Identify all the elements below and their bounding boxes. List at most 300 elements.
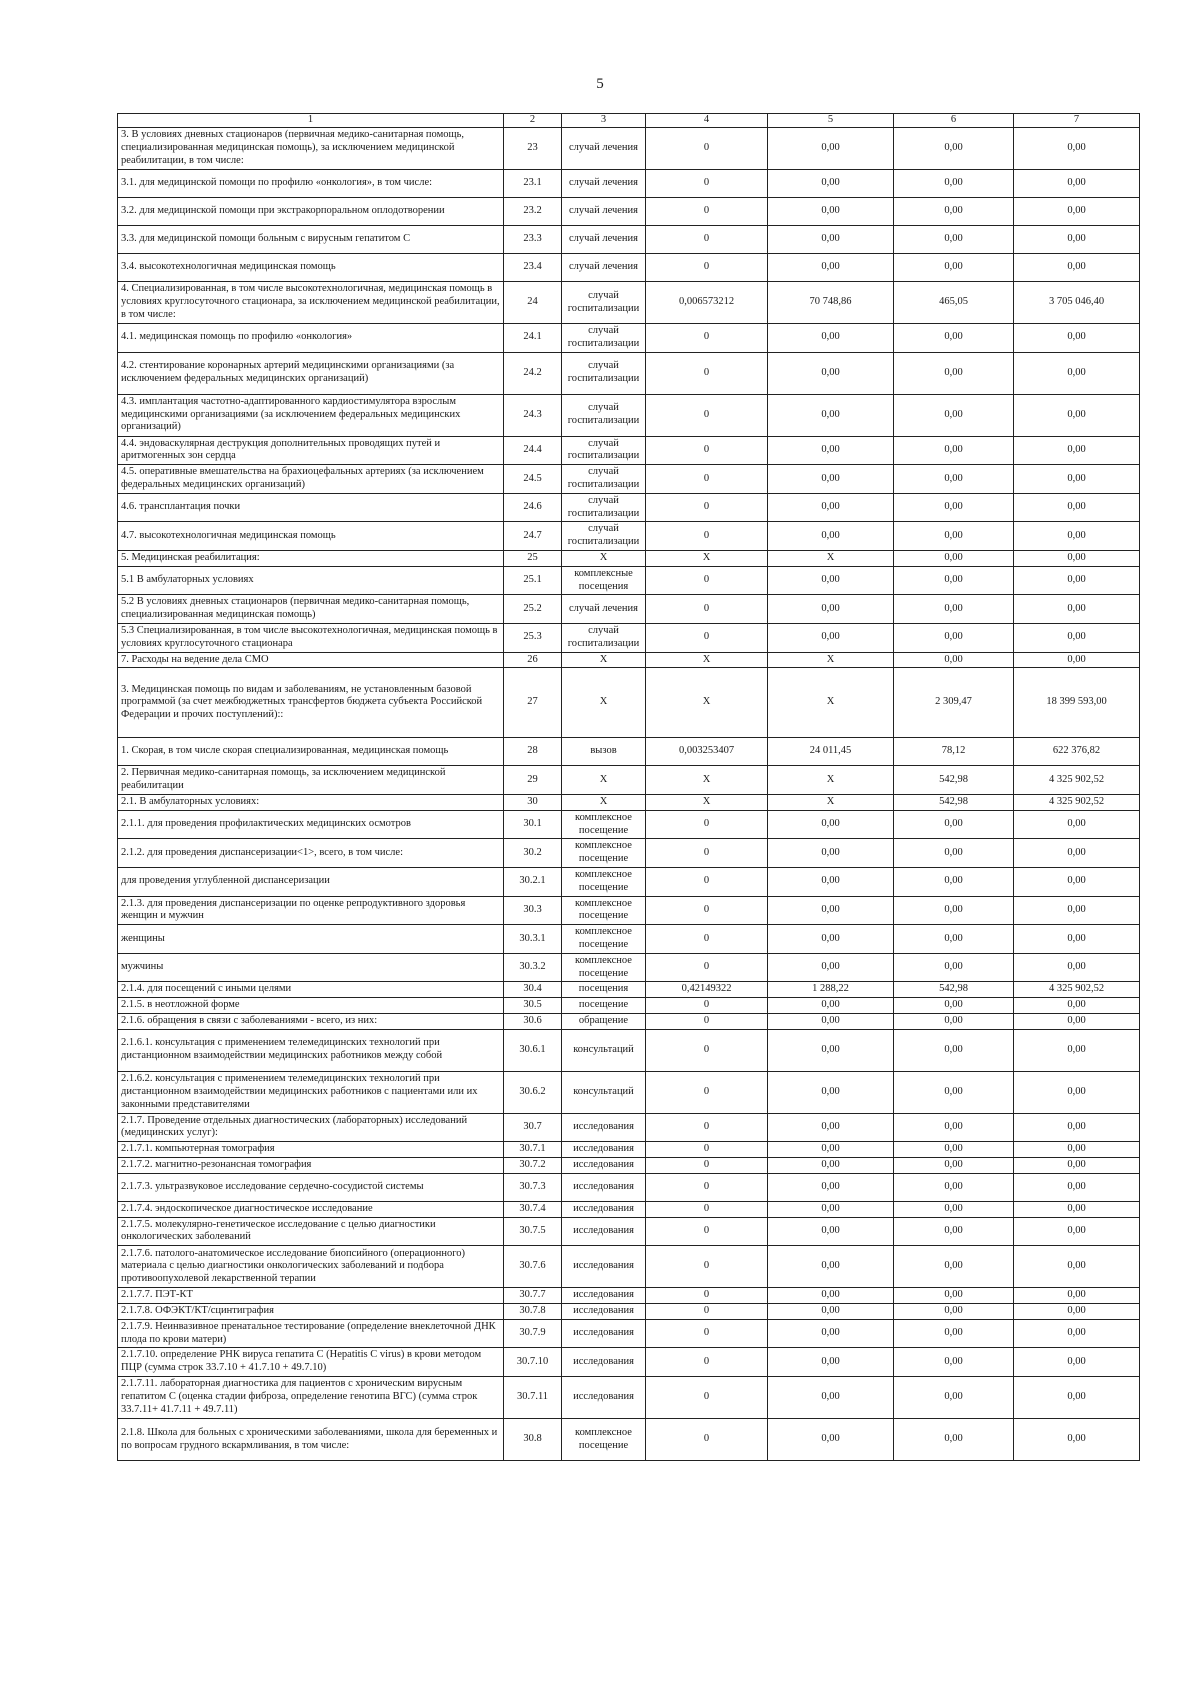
table-cell: Х [768, 794, 894, 810]
table-cell: 0,00 [894, 1419, 1014, 1461]
column-header: 3 [562, 114, 646, 128]
table-cell: 0,00 [894, 1217, 1014, 1246]
table-cell: 0,00 [768, 128, 894, 170]
table-cell: Х [646, 652, 768, 668]
table-cell: комплексное посещение [562, 925, 646, 954]
table-cell: 0,00 [894, 465, 1014, 494]
table-cell: 0 [646, 867, 768, 896]
table-cell: 0,00 [894, 522, 1014, 551]
table-cell: случай госпитализации [562, 493, 646, 522]
table-cell: 0 [646, 170, 768, 198]
table-cell: Х [562, 766, 646, 795]
column-header: 6 [894, 114, 1014, 128]
table-cell: 0,00 [768, 226, 894, 254]
table-row [118, 982, 1140, 998]
table-cell: 0,00 [1014, 1246, 1140, 1288]
table-cell: 2.1.7.2. магнитно-резонансная томография [118, 1158, 504, 1174]
table-cell: 542,98 [894, 982, 1014, 998]
table-row [118, 623, 1140, 652]
table-cell: 3.4. высокотехнологичная медицинская помощь [118, 254, 504, 282]
table-cell: Х [646, 794, 768, 810]
table-cell: 0 [646, 128, 768, 170]
table-cell: 30.7.5 [504, 1217, 562, 1246]
table-cell: 30.7 [504, 1113, 562, 1142]
table-row [118, 1071, 1140, 1113]
table-cell: 5.1 В амбулаторных условиях [118, 566, 504, 595]
table-cell: 0,00 [894, 867, 1014, 896]
table-cell: 0,00 [894, 198, 1014, 226]
table-cell: 3.1. для медицинской помощи по профилю «онкология», в том числе: [118, 170, 504, 198]
table-row [118, 1201, 1140, 1217]
table-cell: 0,00 [1014, 352, 1140, 394]
table-cell: 23.2 [504, 198, 562, 226]
table-cell: 0 [646, 1071, 768, 1113]
table-cell: 0,00 [768, 953, 894, 982]
table-row [118, 766, 1140, 795]
table-cell: 0,00 [768, 1158, 894, 1174]
table-cell: 4.2. стентирование коронарных артерий медицинскими организациями (за исключением федеральных медицинских организаций) [118, 352, 504, 394]
table-cell: исследования [562, 1113, 646, 1142]
table-cell: исследования [562, 1246, 646, 1288]
table-cell: комплексное посещение [562, 953, 646, 982]
table-cell: 0 [646, 925, 768, 954]
table-cell: 0,00 [1014, 254, 1140, 282]
table-cell: 0,00 [1014, 1201, 1140, 1217]
table-cell: случай госпитализации [562, 465, 646, 494]
table-cell: случай лечения [562, 198, 646, 226]
table-cell: 0 [646, 324, 768, 353]
table-cell: 0,00 [1014, 998, 1140, 1014]
table-cell: 24.2 [504, 352, 562, 394]
table-cell: 5.3 Специализированная, в том числе высокотехнологичная, медицинская помощь в условиях круглосуточного стационара [118, 623, 504, 652]
table-cell: 30.7.1 [504, 1142, 562, 1158]
table-cell: 0,00 [894, 1201, 1014, 1217]
table-cell: консультаций [562, 1029, 646, 1071]
table-cell: 0 [646, 1348, 768, 1377]
table-cell: 0,00 [768, 566, 894, 595]
table-cell: 23.4 [504, 254, 562, 282]
table-cell: Х [646, 668, 768, 738]
table-cell: Х [562, 652, 646, 668]
table-cell: 4.5. оперативные вмешательства на брахиоцефальных артериях (за исключением федеральных медицинских организаций) [118, 465, 504, 494]
table-cell: 27 [504, 668, 562, 738]
table-cell: Х [646, 550, 768, 566]
table-cell: 0,00 [768, 998, 894, 1014]
table-cell: 2.1.7.4. эндоскопическое диагностическое исследование [118, 1201, 504, 1217]
table-cell: комплексное посещение [562, 896, 646, 925]
table-cell: 0 [646, 1377, 768, 1419]
table-cell: 0,00 [1014, 550, 1140, 566]
table-cell: 0,00 [768, 896, 894, 925]
table-cell: 2.1. В амбулаторных условиях: [118, 794, 504, 810]
table-cell: 0 [646, 896, 768, 925]
table-cell: 0 [646, 1288, 768, 1304]
table-cell: 18 399 593,00 [1014, 668, 1140, 738]
table-cell: Х [562, 550, 646, 566]
table-cell: 30.7.3 [504, 1173, 562, 1201]
table-cell: 24.6 [504, 493, 562, 522]
table-cell: 0,00 [1014, 1113, 1140, 1142]
table-cell: 0,00 [768, 198, 894, 226]
table-cell: 0 [646, 1029, 768, 1071]
table-cell: 2.1.2. для проведения диспансеризации<1>, всего, в том числе: [118, 839, 504, 868]
table-cell: 0,00 [1014, 1071, 1140, 1113]
table-cell: 0,00 [894, 1158, 1014, 1174]
table-cell: 0,00 [1014, 1348, 1140, 1377]
table-cell: 0 [646, 1142, 768, 1158]
table-row [118, 282, 1140, 324]
table-row [118, 1246, 1140, 1288]
table-cell: 2.1.7. Проведение отдельных диагностических (лабораторных) исследований (медицинских услуг): [118, 1113, 504, 1142]
table-cell: 0 [646, 595, 768, 624]
table-cell: 0,00 [1014, 896, 1140, 925]
table-cell: комплексное посещение [562, 810, 646, 839]
table-cell: 0,00 [894, 839, 1014, 868]
table-cell: 0,42149322 [646, 982, 768, 998]
table-cell: 0,00 [768, 1304, 894, 1320]
table-cell: 2.1.7.11. лабораторная диагностика для пациентов с хроническим вирусным гепатитом С (оценка стадии фиброза, определение генотипа ВГС) (сумма строк 33.7.11+ 41.7.11 + 49.7.11) [118, 1377, 504, 1419]
table-cell: 0,00 [1014, 566, 1140, 595]
table-cell: 0 [646, 1304, 768, 1320]
table-row [118, 352, 1140, 394]
table-cell: 30.4 [504, 982, 562, 998]
table-row [118, 1013, 1140, 1029]
table-cell: 0,00 [1014, 436, 1140, 465]
table-cell: 0,00 [894, 226, 1014, 254]
table-cell: 2.1.6.2. консультация с применением телемедицинских технологий при дистанционном взаимодействии медицинских работников с пациентами или их законными представителями [118, 1071, 504, 1113]
table-cell: исследования [562, 1348, 646, 1377]
table-cell: 4 325 902,52 [1014, 982, 1140, 998]
table-cell: 30.7.2 [504, 1158, 562, 1174]
table-cell: 0 [646, 1246, 768, 1288]
table-row [118, 1419, 1140, 1461]
table-cell: 0,00 [768, 465, 894, 494]
table-cell: случай госпитализации [562, 282, 646, 324]
column-header: 2 [504, 114, 562, 128]
table-cell: 23.1 [504, 170, 562, 198]
table-row [118, 324, 1140, 353]
table-row [118, 1288, 1140, 1304]
table-cell: 30.7.8 [504, 1304, 562, 1320]
table-row [118, 128, 1140, 170]
table-row [118, 1113, 1140, 1142]
table-cell: 3.2. для медицинской помощи при экстракорпоральном оплодотворении [118, 198, 504, 226]
table-row [118, 522, 1140, 551]
table-cell: 24.7 [504, 522, 562, 551]
table-cell: 0 [646, 810, 768, 839]
table-cell: 0,00 [1014, 324, 1140, 353]
table-cell: 0,00 [1014, 465, 1140, 494]
table-cell: 0 [646, 465, 768, 494]
table-row [118, 839, 1140, 868]
table-cell: 0 [646, 1201, 768, 1217]
table-cell: 0,00 [894, 953, 1014, 982]
table-cell: 0,00 [768, 170, 894, 198]
table-cell: 0,00 [894, 1288, 1014, 1304]
table-cell: 5. Медицинская реабилитация: [118, 550, 504, 566]
table-cell: 0,00 [894, 1071, 1014, 1113]
table-cell: 0,00 [1014, 1304, 1140, 1320]
table-cell: 2.1.7.10. определение РНК вируса гепатита С (Hepatitis C virus) в крови методом ПЦР (сумма строк 33.7.10 + 41.7.10 + 49.7.10) [118, 1348, 504, 1377]
table-row [118, 1377, 1140, 1419]
table-cell: исследования [562, 1217, 646, 1246]
table-cell: посещение [562, 998, 646, 1014]
table-cell: 0,00 [894, 1319, 1014, 1348]
table-cell: исследования [562, 1142, 646, 1158]
table-cell: 2.1.7.8. ОФЭКТ/КТ/сцинтиграфия [118, 1304, 504, 1320]
table-cell: 30 [504, 794, 562, 810]
table-cell: 2.1.7.6. патолого-анатомическое исследование биопсийного (операционного) материала с целью диагностики онкологических заболеваний и подбора противоопухолевой лекарственной терапии [118, 1246, 504, 1288]
data-table [117, 113, 1140, 1461]
table-cell: 0,00 [894, 170, 1014, 198]
table-cell: 2.1.7.5. молекулярно-генетическое исследование с целью диагностики онкологических заболеваний [118, 1217, 504, 1246]
table-cell: 29 [504, 766, 562, 795]
table-cell: 0 [646, 623, 768, 652]
table-cell: 0,00 [768, 352, 894, 394]
table-cell: 0,00 [1014, 1217, 1140, 1246]
table-cell: 0,00 [768, 1217, 894, 1246]
table-cell: 542,98 [894, 794, 1014, 810]
table-cell: 0,00 [894, 1173, 1014, 1201]
table-cell: 0,00 [894, 128, 1014, 170]
table-cell: 0,00 [1014, 1288, 1140, 1304]
table-cell: 0,00 [768, 623, 894, 652]
table-row [118, 1158, 1140, 1174]
table-cell: 0 [646, 1419, 768, 1461]
table-cell: исследования [562, 1319, 646, 1348]
table-cell: 25.2 [504, 595, 562, 624]
table-cell: 0,00 [1014, 170, 1140, 198]
table-cell: 2 309,47 [894, 668, 1014, 738]
table-cell: 0,00 [768, 1319, 894, 1348]
column-header: 7 [1014, 114, 1140, 128]
table-cell: 0,00 [1014, 1377, 1140, 1419]
table-cell: 0,00 [768, 254, 894, 282]
table-cell: 0,00 [768, 810, 894, 839]
table-cell: Х [562, 668, 646, 738]
table-cell: 30.2.1 [504, 867, 562, 896]
table-cell: 0 [646, 522, 768, 551]
table-cell: 30.7.6 [504, 1246, 562, 1288]
table-cell: 2.1.7.9. Неинвазивное пренатальное тестирование (определение внеклеточной ДНК плода по крови матери) [118, 1319, 504, 1348]
table-row [118, 254, 1140, 282]
table-cell: исследования [562, 1158, 646, 1174]
table-cell: 30.2 [504, 839, 562, 868]
table-cell: 2.1.4. для посещений с иными целями [118, 982, 504, 998]
table-cell: 465,05 [894, 282, 1014, 324]
table-cell: комплексные посещения [562, 566, 646, 595]
table-row [118, 810, 1140, 839]
table-cell: 0,00 [894, 1142, 1014, 1158]
table-cell: 0 [646, 1113, 768, 1142]
table-cell: 0,00 [768, 595, 894, 624]
table-cell: для проведения углубленной диспансеризации [118, 867, 504, 896]
table-row [118, 953, 1140, 982]
table-cell: случай лечения [562, 254, 646, 282]
page-number: 5 [596, 76, 604, 92]
table-cell: 0,00 [768, 394, 894, 436]
table-cell: женщины [118, 925, 504, 954]
table-cell: 30.1 [504, 810, 562, 839]
table-cell: 4.1. медицинская помощь по профилю «онкология» [118, 324, 504, 353]
table-cell: 4.4. эндоваскулярная деструкция дополнительных проводящих путей и аритмогенных зон сердца [118, 436, 504, 465]
table-cell: 30.3.1 [504, 925, 562, 954]
table-cell: 30.8 [504, 1419, 562, 1461]
table-cell: 0 [646, 839, 768, 868]
table-row [118, 1304, 1140, 1320]
table-row [118, 436, 1140, 465]
table-row [118, 652, 1140, 668]
table-cell: 1. Скорая, в том числе скорая специализированная, медицинская помощь [118, 738, 504, 766]
table-cell: 3. Медицинская помощь по видам и заболеваниям, не установленным базовой программой (за счет межбюджетных трансфертов бюджета субъекта Российской Федерации и прочих поступлений):: [118, 668, 504, 738]
table-cell: случай лечения [562, 595, 646, 624]
table-cell: 0,00 [768, 1173, 894, 1201]
table-cell: 2.1.6. обращения в связи с заболеваниями - всего, из них: [118, 1013, 504, 1029]
table-cell: 30.7.7 [504, 1288, 562, 1304]
table-cell: 0,00 [894, 394, 1014, 436]
table-cell: 3.3. для медицинской помощи больным с вирусным гепатитом С [118, 226, 504, 254]
table-cell: 0 [646, 953, 768, 982]
table-row [118, 1319, 1140, 1348]
table-cell: 0,00 [894, 1246, 1014, 1288]
table-cell: 0,00 [1014, 652, 1140, 668]
table-cell: 30.7.9 [504, 1319, 562, 1348]
table-cell: 0,00 [1014, 1319, 1140, 1348]
table-cell: 0,00 [894, 925, 1014, 954]
table-cell: 0,00 [894, 1377, 1014, 1419]
table-cell: 0,00 [894, 623, 1014, 652]
table-cell: 0,00 [894, 493, 1014, 522]
table-cell: 0,00 [768, 1201, 894, 1217]
table-cell: 24.4 [504, 436, 562, 465]
table-cell: 30.7.11 [504, 1377, 562, 1419]
table-cell: мужчины [118, 953, 504, 982]
table-cell: 0,00 [768, 1419, 894, 1461]
table-cell: 0,00 [768, 1071, 894, 1113]
table-cell: 0 [646, 1013, 768, 1029]
table-cell: 0,00 [894, 998, 1014, 1014]
table-cell: исследования [562, 1201, 646, 1217]
table-cell: исследования [562, 1304, 646, 1320]
table-row [118, 493, 1140, 522]
table-cell: 24 [504, 282, 562, 324]
table-cell: 0,00 [768, 1246, 894, 1288]
table-cell: комплексное посещение [562, 867, 646, 896]
table-cell: 0,00 [1014, 1142, 1140, 1158]
table-cell: случай госпитализации [562, 324, 646, 353]
table-cell: 0,00 [1014, 128, 1140, 170]
table-cell: 0,00 [894, 652, 1014, 668]
table-cell: 0,003253407 [646, 738, 768, 766]
table-cell: 0,00 [1014, 1173, 1140, 1201]
table-cell: 30.3.2 [504, 953, 562, 982]
table-cell: 2.1.8. Школа для больных с хроническими заболеваниями, школа для беременных и по вопросам грудного вскармливания, в том числе: [118, 1419, 504, 1461]
table-cell: 622 376,82 [1014, 738, 1140, 766]
table-cell: 0,00 [894, 566, 1014, 595]
table-cell: 0,00 [1014, 226, 1140, 254]
table-cell: 0,00 [768, 436, 894, 465]
table-row [118, 1217, 1140, 1246]
table-cell: случай лечения [562, 226, 646, 254]
table-cell: исследования [562, 1173, 646, 1201]
table-cell: 0,00 [768, 925, 894, 954]
table-cell: консультаций [562, 1071, 646, 1113]
table-cell: 4.6. трансплантация почки [118, 493, 504, 522]
table-cell: 4. Специализированная, в том числе высокотехнологичная, медицинская помощь в условиях круглосуточного стационара, за исключением медицинской реабилитации, в том числе: [118, 282, 504, 324]
table-row [118, 1173, 1140, 1201]
table-cell: 0,00 [1014, 1029, 1140, 1071]
table-row [118, 794, 1140, 810]
table-cell: случай лечения [562, 128, 646, 170]
table-cell: случай госпитализации [562, 436, 646, 465]
table-cell: 4 325 902,52 [1014, 794, 1140, 810]
table-cell: 30.5 [504, 998, 562, 1014]
table-cell: 0,00 [768, 1288, 894, 1304]
table-cell: 0 [646, 493, 768, 522]
table-row [118, 198, 1140, 226]
table-row [118, 925, 1140, 954]
table-cell: обращение [562, 1013, 646, 1029]
table-cell: 0,00 [894, 550, 1014, 566]
table-cell: комплексное посещение [562, 1419, 646, 1461]
table-row [118, 896, 1140, 925]
table-cell: 2.1.1. для проведения профилактических медицинских осмотров [118, 810, 504, 839]
table-cell: 0 [646, 394, 768, 436]
table-cell: 0 [646, 1173, 768, 1201]
table-row [118, 1142, 1140, 1158]
table-cell: 5.2 В условиях дневных стационаров (первичная медико-санитарная помощь, специализированная медицинская помощь) [118, 595, 504, 624]
column-header: 5 [768, 114, 894, 128]
table-cell: 0,00 [894, 436, 1014, 465]
table-cell: 0,00 [1014, 623, 1140, 652]
table-cell: 7. Расходы на ведение дела СМО [118, 652, 504, 668]
table-cell: 70 748,86 [768, 282, 894, 324]
table-cell: 0,00 [1014, 522, 1140, 551]
table-cell: 24 011,45 [768, 738, 894, 766]
table-cell: 0,00 [768, 867, 894, 896]
table-cell: Х [768, 766, 894, 795]
table-cell: 0 [646, 254, 768, 282]
table-cell: 0,00 [1014, 810, 1140, 839]
table-cell: 78,12 [894, 738, 1014, 766]
table-cell: 25.1 [504, 566, 562, 595]
table-cell: 0,00 [1014, 394, 1140, 436]
table-cell: 3 705 046,40 [1014, 282, 1140, 324]
table-cell: случай госпитализации [562, 352, 646, 394]
table-cell: 0 [646, 436, 768, 465]
table-cell: 0,00 [768, 1013, 894, 1029]
table-cell: 0,00 [894, 1029, 1014, 1071]
table-cell: 0,00 [1014, 1013, 1140, 1029]
table-cell: 0,00 [768, 1348, 894, 1377]
table-cell: 0,006573212 [646, 282, 768, 324]
table-cell: 30.7.10 [504, 1348, 562, 1377]
table-cell: 0,00 [1014, 839, 1140, 868]
table-row [118, 595, 1140, 624]
table-cell: посещения [562, 982, 646, 998]
table-cell: 30.6.1 [504, 1029, 562, 1071]
table-cell: 0,00 [768, 324, 894, 353]
table-row [118, 668, 1140, 738]
table-cell: 0,00 [894, 595, 1014, 624]
table-cell: 30.6.2 [504, 1071, 562, 1113]
table-cell: 2.1.7.1. компьютерная томография [118, 1142, 504, 1158]
table-cell: 30.6 [504, 1013, 562, 1029]
table-cell: 24.3 [504, 394, 562, 436]
table-cell: Х [768, 652, 894, 668]
table-cell: 0 [646, 352, 768, 394]
table-cell: 0,00 [768, 493, 894, 522]
